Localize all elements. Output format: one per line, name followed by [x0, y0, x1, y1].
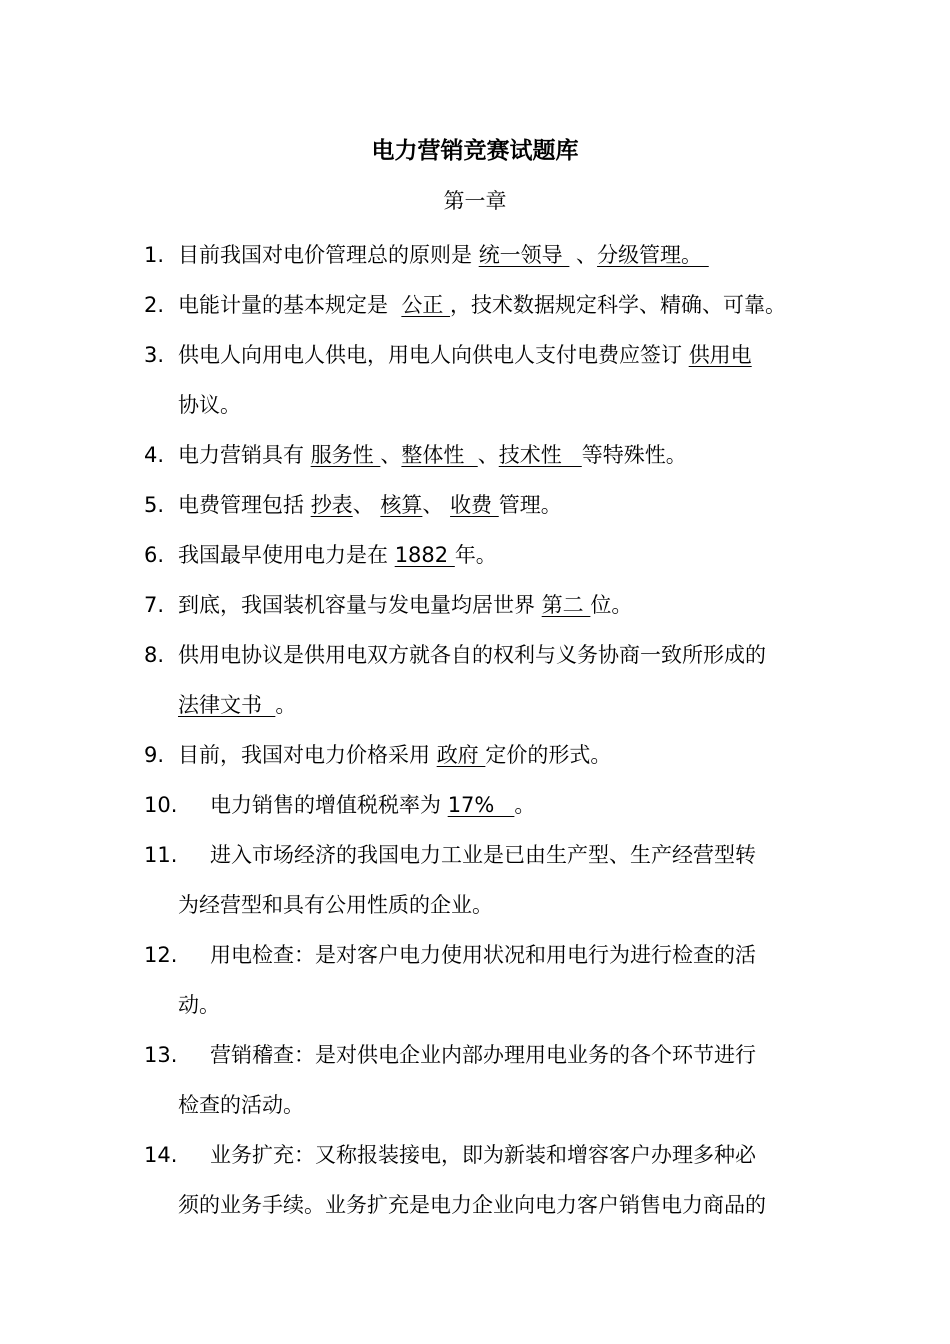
- list-item: [144, 430, 814, 480]
- item-text: 目前，我国对电力价格采用: [178, 743, 437, 767]
- list-item: [144, 1130, 814, 1230]
- item-text: 供用电协议是供用电双方就各自的权利与义务协商一致所形成的: [178, 643, 766, 667]
- answer-blank: 整体性: [401, 443, 478, 467]
- item-text: 等特殊性。: [581, 443, 687, 467]
- item-text: 用电检查：是对客户电力使用状况和用电行为进行检查的活: [210, 943, 756, 967]
- item-text-line: [178, 930, 814, 980]
- item-number: 3.: [144, 343, 165, 367]
- answer-blank: 17%: [447, 793, 515, 817]
- item-text-line: [178, 480, 814, 530]
- list-item: [144, 1030, 814, 1130]
- list-item: [144, 730, 814, 780]
- item-number: 6.: [144, 543, 165, 567]
- item-text: 供电人向用电人供电，用电人向供电人支付电费应签订: [178, 343, 689, 367]
- answer-blank: 第二: [541, 593, 591, 617]
- answer-blank: 政府: [436, 743, 486, 767]
- item-text-line: [178, 230, 814, 280]
- item-text-line: [178, 330, 814, 380]
- item-text: 、: [569, 243, 598, 267]
- item-number: 13.: [144, 1043, 178, 1067]
- answer-blank: 分级管理。: [597, 243, 709, 267]
- item-text-line: [178, 680, 814, 730]
- item-text: 。: [514, 793, 536, 817]
- question-list: [144, 230, 814, 1230]
- item-text: 到底，我国装机容量与发电量均居世界: [178, 593, 542, 617]
- item-text: 业务扩充：又称报装接电，即为新装和增容客户办理多种必: [210, 1143, 756, 1167]
- list-item: [144, 830, 814, 930]
- item-text: 、: [422, 493, 451, 517]
- item-text-line: [178, 280, 814, 330]
- list-item: [144, 580, 814, 630]
- list-item: [144, 630, 814, 730]
- answer-blank: 收费: [450, 493, 499, 517]
- item-text: 年。: [454, 543, 497, 567]
- list-item: [144, 230, 814, 280]
- item-text-line: [178, 1080, 814, 1130]
- item-number: 2.: [144, 293, 165, 317]
- answer-blank: 公正: [401, 293, 451, 317]
- item-text-line: [178, 1030, 814, 1080]
- answer-blank: 服务性: [310, 443, 381, 467]
- item-text: 电力营销具有: [178, 443, 311, 467]
- item-text-line: [178, 380, 814, 430]
- answer-blank: 核算: [380, 493, 423, 517]
- item-text: 管理。: [498, 493, 562, 517]
- item-text: 电能计量的基本规定是: [178, 293, 402, 317]
- item-text: 定价的形式。: [485, 743, 612, 767]
- item-text: 电力销售的增值税税率为: [210, 793, 448, 817]
- item-number: 14.: [144, 1143, 178, 1167]
- item-number: 11.: [144, 843, 178, 867]
- list-item: [144, 330, 814, 430]
- item-text: 动。: [178, 993, 220, 1017]
- item-text: 协议。: [178, 393, 241, 417]
- item-text-line: [178, 430, 814, 480]
- answer-blank: 法律文书: [178, 693, 276, 717]
- item-text-line: [178, 780, 814, 830]
- item-text-line: [178, 1180, 814, 1230]
- item-text: 电费管理包括: [178, 493, 311, 517]
- answer-blank: 1882: [394, 543, 455, 567]
- item-number: 5.: [144, 493, 165, 517]
- item-number: 12.: [144, 943, 178, 967]
- item-text: 营销稽查：是对供电企业内部办理用电业务的各个环节进行: [210, 1043, 756, 1067]
- item-text-line: [178, 530, 814, 580]
- item-text: 。: [275, 693, 297, 717]
- item-text: 须的业务手续。业务扩充是电力企业向电力客户销售电力商品的: [178, 1193, 766, 1217]
- item-text: ，技术数据规定科学、精确、可靠。: [450, 293, 787, 317]
- item-text-line: [178, 730, 814, 780]
- item-number: 1.: [144, 243, 165, 267]
- item-text-line: [178, 1130, 814, 1180]
- item-text-line: [178, 630, 814, 680]
- item-number: 8.: [144, 643, 165, 667]
- list-item: [144, 280, 814, 330]
- item-text: 位。: [590, 593, 633, 617]
- item-number: 4.: [144, 443, 165, 467]
- list-item: [144, 780, 814, 830]
- chapter-heading: 第一章: [443, 189, 507, 213]
- item-text: 目前我国对电价管理总的原则是: [178, 243, 479, 267]
- item-text: 检查的活动。: [178, 1093, 304, 1117]
- item-text: 我国最早使用电力是在: [178, 543, 395, 567]
- item-text-line: [178, 580, 814, 630]
- item-number: 7.: [144, 593, 165, 617]
- item-text: 为经营型和具有公用性质的企业。: [178, 893, 493, 917]
- item-text: 、: [352, 493, 381, 517]
- item-text-line: [178, 880, 814, 930]
- answer-blank: 抄表: [310, 493, 353, 517]
- list-item: [144, 930, 814, 1030]
- list-item: [144, 480, 814, 530]
- item-text-line: [178, 980, 814, 1030]
- item-text: 、: [380, 443, 402, 467]
- item-text: 、: [477, 443, 499, 467]
- answer-blank: 技术性: [498, 443, 582, 467]
- item-number: 10.: [144, 793, 178, 817]
- list-item: [144, 530, 814, 580]
- item-text: 进入市场经济的我国电力工业是已由生产型、生产经营型转: [210, 843, 756, 867]
- answer-blank: 供用电: [688, 343, 752, 367]
- item-text-line: [178, 830, 814, 880]
- item-number: 9.: [144, 743, 165, 767]
- answer-blank: 统一领导: [478, 243, 570, 267]
- document-title: 电力营销竞赛试题库: [371, 138, 579, 164]
